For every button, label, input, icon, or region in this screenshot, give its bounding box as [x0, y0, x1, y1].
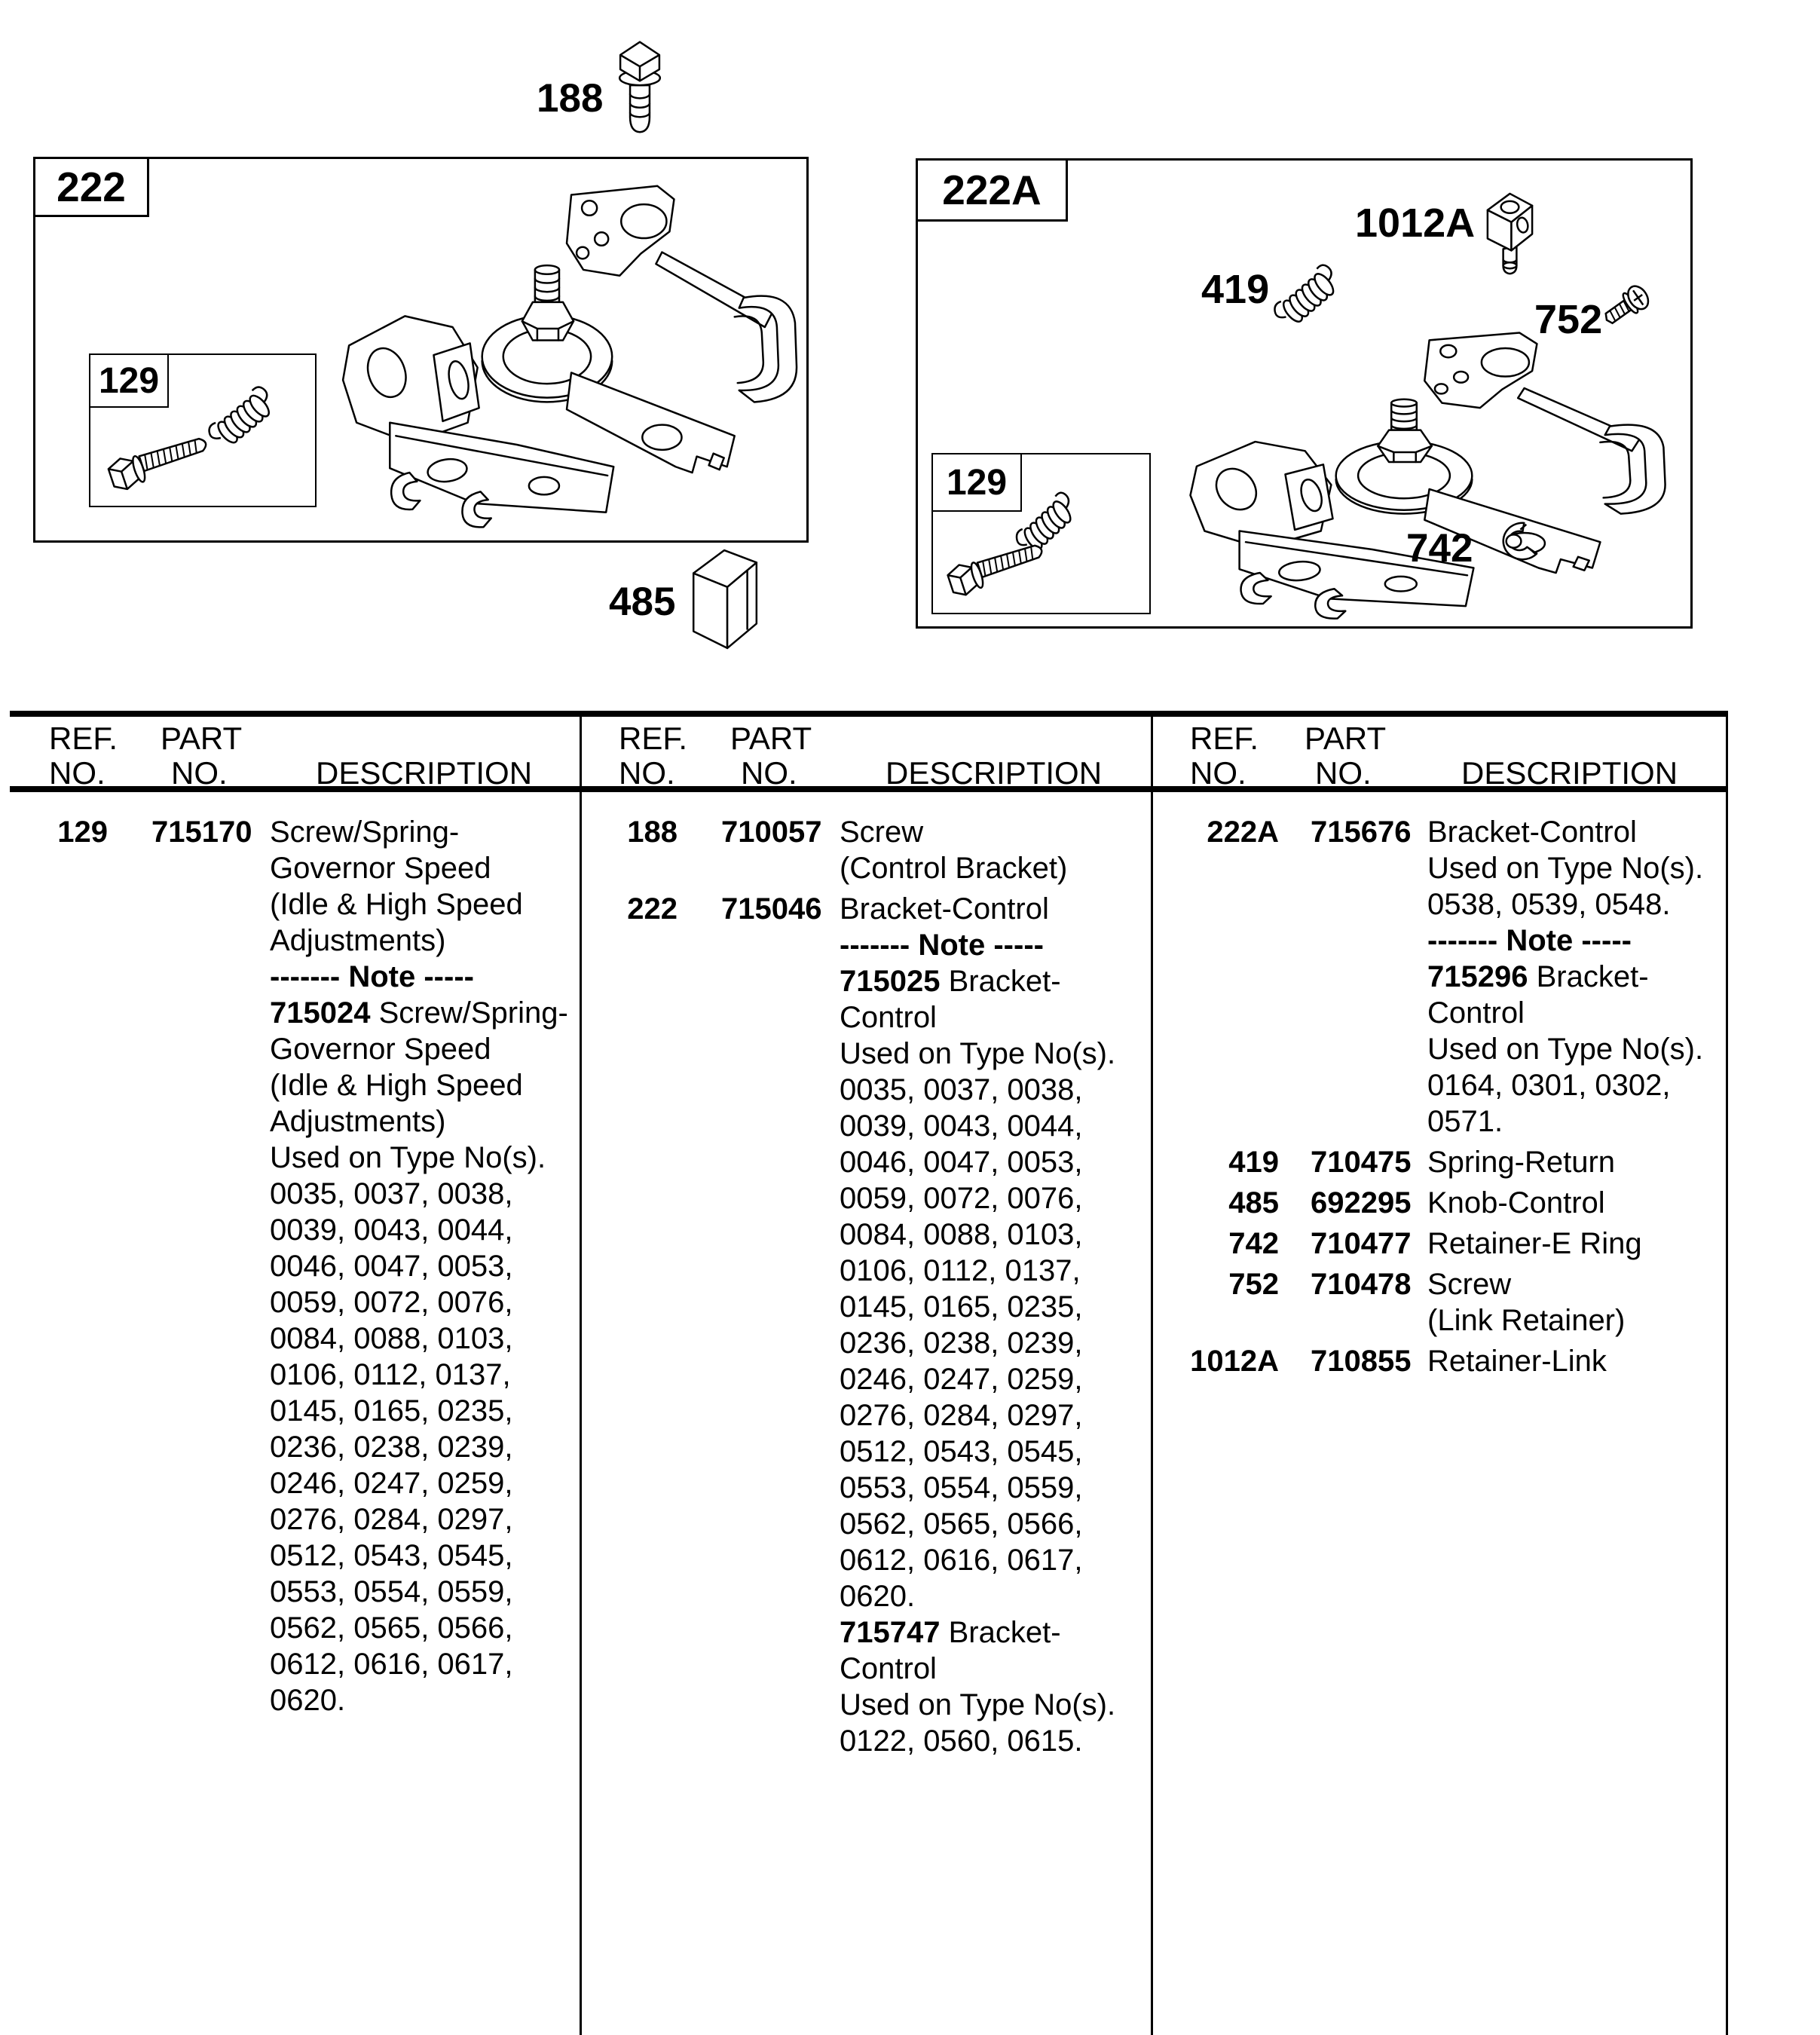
desc-line: 0612, 0616, 0617,: [840, 1544, 1083, 1577]
header-ref-col2: REF. NO.: [619, 721, 688, 791]
part-no: 710477: [1311, 1227, 1412, 1260]
desc-line: 0562, 0565, 0566,: [840, 1507, 1083, 1541]
part-no: 710057: [721, 816, 822, 849]
desc-line: ------- Note -----: [1427, 924, 1632, 957]
desc-line: ------- Note -----: [270, 960, 474, 993]
parts-column-1: [10, 814, 575, 1723]
desc-line: 0039, 0043, 0044,: [840, 1109, 1083, 1143]
desc-line: 0046, 0047, 0053,: [840, 1146, 1083, 1179]
desc-line: 0571.: [1427, 1105, 1503, 1138]
box-129-label: 129: [89, 353, 169, 408]
link-retainer-screw-icon: [1601, 272, 1655, 338]
desc-line: 0246, 0247, 0259,: [840, 1363, 1083, 1396]
ref-no: 742: [1228, 1227, 1279, 1260]
desc-line: 0059, 0072, 0076,: [270, 1286, 513, 1319]
ref-no: 222A: [1207, 816, 1279, 849]
desc-line: 0084, 0088, 0103,: [270, 1322, 513, 1355]
desc-line: 0035, 0037, 0038,: [270, 1177, 513, 1210]
header-part-col2: PART NO.: [730, 721, 812, 791]
description: [1427, 1144, 1716, 1180]
description: [1427, 1266, 1716, 1339]
desc-line: 0612, 0616, 0617,: [270, 1648, 513, 1681]
ref-no: 752: [1228, 1268, 1279, 1301]
diagram-box-222: [33, 157, 809, 543]
desc-line: 0236, 0238, 0239,: [840, 1327, 1083, 1360]
header-desc-col2: DESCRIPTION: [886, 755, 1103, 791]
description: [840, 814, 1145, 886]
table-row: [580, 891, 1145, 1759]
desc-line: 0145, 0165, 0235,: [840, 1290, 1083, 1324]
header-ref-col3: REF. NO.: [1190, 721, 1259, 791]
desc-line: 0084, 0088, 0103,: [840, 1218, 1083, 1251]
desc-line: 0106, 0112, 0137,: [270, 1358, 511, 1391]
desc-line: Screw: [840, 816, 924, 849]
table-row: [1151, 1185, 1716, 1221]
header-part-col3: PART NO.: [1305, 721, 1387, 791]
description: [1427, 1226, 1716, 1262]
description: [1427, 1343, 1716, 1379]
e-ring-icon: [1488, 519, 1543, 566]
desc-line: 0246, 0247, 0259,: [270, 1467, 513, 1500]
desc-line: Retainer-Link: [1427, 1345, 1607, 1378]
desc-line: (Idle & High Speed: [270, 888, 523, 921]
ref-no: 129: [57, 816, 108, 849]
desc-line: 715296 Bracket-: [1427, 960, 1649, 993]
desc-line: Knob-Control: [1427, 1186, 1605, 1219]
desc-line: 715024 Screw/Spring-: [270, 996, 568, 1030]
desc-line: 0512, 0543, 0545,: [840, 1435, 1083, 1468]
part-no: 715046: [721, 892, 822, 926]
control-bracket-assembly-drawing: [320, 180, 804, 533]
desc-line: Control: [1427, 996, 1525, 1030]
table-row: [1151, 1144, 1716, 1180]
part-no: 710475: [1311, 1146, 1412, 1179]
desc-line: 0122, 0560, 0615.: [840, 1724, 1083, 1758]
desc-line: (Control Bracket): [840, 852, 1068, 885]
desc-line: 0512, 0543, 0545,: [270, 1539, 513, 1572]
desc-line: Governor Speed: [270, 852, 491, 885]
desc-line: 0164, 0301, 0302,: [1427, 1069, 1671, 1102]
part-no: 710478: [1311, 1268, 1412, 1301]
desc-line: 0145, 0165, 0235,: [270, 1394, 513, 1428]
control-knob-icon: [686, 546, 763, 653]
table-row: [10, 814, 575, 1718]
ref-no: 419: [1228, 1146, 1279, 1179]
description: [270, 814, 575, 1718]
desc-line: Bracket-Control: [1427, 816, 1637, 849]
desc-line: 0562, 0565, 0566,: [270, 1611, 513, 1645]
desc-line: (Idle & High Speed: [270, 1069, 523, 1102]
part-no: 715170: [151, 816, 252, 849]
callout-485-label: 485: [609, 580, 676, 624]
box-129b-label: 129: [931, 453, 1022, 512]
desc-line: 0553, 0554, 0559,: [840, 1471, 1083, 1504]
desc-line: 0620.: [270, 1684, 346, 1717]
ref-no: 485: [1228, 1186, 1279, 1219]
desc-line: Used on Type No(s).: [1427, 852, 1704, 885]
desc-line: 0620.: [840, 1580, 916, 1613]
table-row: [1151, 1266, 1716, 1339]
part-no: 710855: [1311, 1345, 1412, 1378]
table-row: [1151, 814, 1716, 1140]
desc-line: 0538, 0539, 0548.: [1427, 888, 1671, 921]
desc-line: Screw/Spring-: [270, 816, 460, 849]
table-row: [1151, 1226, 1716, 1262]
desc-line: Control: [840, 1001, 937, 1034]
header-part-col1: PART NO.: [161, 721, 243, 791]
part-no: 692295: [1311, 1186, 1412, 1219]
desc-line: ------- Note -----: [840, 929, 1044, 962]
diagram-box-129: [89, 353, 317, 507]
ref-no: 1012A: [1190, 1345, 1279, 1378]
desc-line: 0035, 0037, 0038,: [840, 1073, 1083, 1106]
desc-line: 0236, 0238, 0239,: [270, 1431, 513, 1464]
desc-line: Adjustments): [270, 924, 446, 957]
description: [1427, 814, 1716, 1140]
description: [840, 891, 1145, 1759]
description: [1427, 1185, 1716, 1221]
desc-line: Used on Type No(s).: [840, 1688, 1116, 1721]
desc-line: 0276, 0284, 0297,: [840, 1399, 1083, 1432]
desc-line: Used on Type No(s).: [270, 1141, 546, 1174]
desc-line: Screw: [1427, 1268, 1512, 1301]
desc-line: Retainer-E Ring: [1427, 1227, 1642, 1260]
table-right-border: [1726, 711, 1728, 2035]
ref-no: 188: [627, 816, 678, 849]
desc-line: 0046, 0047, 0053,: [270, 1250, 513, 1283]
desc-line: 0276, 0284, 0297,: [270, 1503, 513, 1536]
callout-1012A-label: 1012A: [1355, 200, 1476, 246]
header-ref-col1: REF. NO.: [49, 721, 118, 791]
box-222A-label: 222A: [916, 158, 1068, 222]
governor-screw-icon: [102, 429, 229, 500]
callout-419-label: 419: [1201, 267, 1270, 312]
desc-line: (Link Retainer): [1427, 1304, 1626, 1337]
governor-screw-icon: [942, 536, 1064, 605]
header-desc-col3: DESCRIPTION: [1461, 755, 1678, 791]
desc-line: 0106, 0112, 0137,: [840, 1254, 1081, 1287]
desc-line: Used on Type No(s).: [840, 1037, 1116, 1070]
table-row: [580, 814, 1145, 886]
callout-188-label: 188: [537, 76, 604, 121]
diagram-box-222A: [916, 158, 1693, 629]
ref-no: 222: [627, 892, 678, 926]
hex-flange-screw-icon: [612, 36, 668, 137]
table-row: [1151, 1343, 1716, 1379]
diagram-box-129b: [931, 453, 1151, 614]
box-222-label: 222: [33, 157, 149, 217]
desc-line: Bracket-Control: [840, 892, 1049, 926]
desc-line: Spring-Return: [1427, 1146, 1616, 1179]
desc-line: Used on Type No(s).: [1427, 1033, 1704, 1066]
desc-line: 0059, 0072, 0076,: [840, 1182, 1083, 1215]
retainer-link-cube-icon: [1482, 188, 1537, 289]
part-no: 715676: [1311, 816, 1412, 849]
parts-column-3: [1151, 814, 1716, 1384]
desc-line: Adjustments): [270, 1105, 446, 1138]
header-desc-col1: DESCRIPTION: [316, 755, 533, 791]
desc-line: 715025 Bracket-: [840, 965, 1061, 998]
desc-line: 715747 Bracket-: [840, 1616, 1061, 1649]
table-top-rule: [10, 711, 1727, 717]
desc-line: Control: [840, 1652, 937, 1685]
desc-line: Governor Speed: [270, 1033, 491, 1066]
callout-742-label: 742: [1406, 526, 1473, 571]
callout-752-label: 752: [1534, 297, 1603, 342]
return-spring-icon: [1271, 257, 1344, 340]
desc-line: 0553, 0554, 0559,: [270, 1575, 513, 1608]
control-bracket-assembly-drawing-222A: [1167, 328, 1673, 623]
parts-column-2: [580, 814, 1145, 1764]
desc-line: 0039, 0043, 0044,: [270, 1213, 513, 1247]
